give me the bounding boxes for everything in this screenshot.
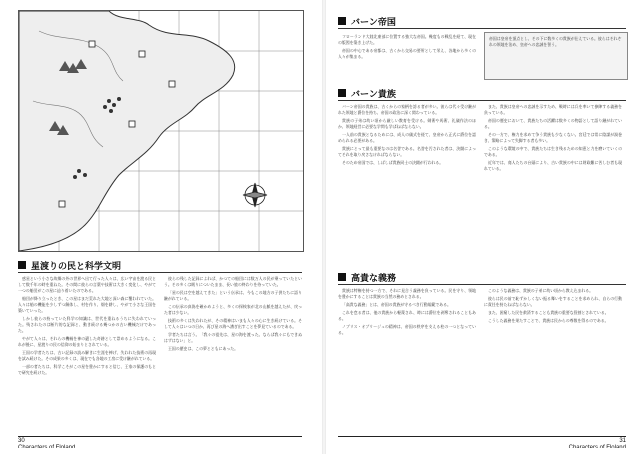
- paragraph: また、貴族は皇帝への忠誠を示すため、戦時には兵を率いて参陣する義務を負っている。: [484, 104, 622, 115]
- paragraph: 彼らの残した記録によれば、かつての船団には数万人の民が乗っていたという。その多くは眠りについたまま、長い旅の終わりを待っていた。: [164, 276, 302, 287]
- paragraph: これを怠る者は、他の貴族から軽蔑され、時には爵位を剥奪されることもある。: [338, 310, 476, 321]
- paragraph: この伝承の真偽を確かめようと、多くの探検家が北の山脈を越えたが、戻った者は少ない。: [164, 304, 302, 315]
- left-column-2: [164, 276, 302, 436]
- left-page: [8, 4, 314, 448]
- paragraph: ノブリス・オブリージュの精神は、帝国の秩序を支える柱の一つとなっている。: [338, 324, 476, 335]
- left-column-1: [18, 276, 156, 436]
- paragraph: また、困窮した民を救済することも貴族の重要な役割とされている。: [488, 310, 609, 315]
- map-illustration: [19, 11, 303, 251]
- page-footer: [18, 438, 75, 448]
- section-title: 高貴な義務: [351, 273, 397, 284]
- page-footer: [569, 438, 626, 448]
- section-header-star-people: [18, 258, 302, 272]
- right-page: [334, 4, 632, 448]
- section-title: 星渡りの民と科学文明: [31, 261, 122, 272]
- paragraph: その一方で、権力を求めて争う貴族も少なくない。宮廷では常に陰謀が渦巻き、策略によって失脚する者も多い。: [484, 132, 622, 143]
- section-header-duty: [338, 270, 626, 284]
- paragraph: 「星の民は空を越えてきた」という伝承は、今もこの地方の子供たちに語り継がれている。: [164, 290, 302, 301]
- section-header-nobility: [338, 86, 626, 100]
- section-header-empire: [338, 14, 626, 28]
- paragraph: 帝国の中心である帝都は、古くから交易の要所として栄え、各地から多くの人々が集まる。: [338, 48, 476, 59]
- paragraph: 「高貴な義務」とは、帝国の貴族が守るべき行動規範である。: [342, 302, 451, 307]
- paragraph: やがて人々は、それらの機械を神の遺した奇跡として崇めるようになる。これが後に、星渡りの民の信仰の始まりとされている。: [18, 336, 156, 347]
- page-number: 31: [619, 438, 626, 444]
- section-marker: [338, 17, 346, 25]
- paragraph: 学者たちは言う。「我々の祖先は、星の海を渡った。ならば我々にもできぬはずはない」と。: [164, 332, 302, 343]
- paragraph: フローランド大陸北東部に位置する強大な帝国。幾度もの戦乱を経て、現在の版図を築き上げた。: [338, 34, 476, 45]
- nobility-column-1: [338, 104, 476, 264]
- paragraph: そのため帝国では、しばしば貴族同士の決闘が行われる。: [342, 160, 444, 165]
- paragraph: バーン帝国の貴族は、古くからの家柄を誇る者が多い。彼らは代々受け継がれた領地と爵位を持ち、帝国の政治に深く関わっている。: [338, 104, 476, 115]
- nobility-column-2: [484, 104, 622, 264]
- paragraph: 貴族の子弟は幼い頃から厳しい教育を受ける。剣術や馬術、礼儀作法のほか、領地経営に必要な学問も学ばねばならない。: [338, 118, 476, 129]
- section-marker: [338, 273, 346, 281]
- paragraph: 一部の者たちは、科学こそがこの星を豊かにすると信じ、王家の保護のもとで研究を続けた。: [18, 364, 156, 375]
- book-title: Characters of Floland: [18, 445, 76, 448]
- section-marker: [338, 89, 346, 97]
- empire-note-box: [484, 32, 628, 80]
- page-number: 30: [18, 438, 25, 444]
- footer-rule: [338, 436, 626, 437]
- paragraph: このような環境の中で、貴族たちは生き残るための知恵と力を磨いていくのである。: [484, 146, 622, 157]
- page-gutter: [322, 0, 326, 454]
- section-rule: [338, 100, 626, 101]
- section-title: バーン帝国: [351, 17, 396, 28]
- paragraph: こうした義務を果たすことで、貴族は民からの尊敬を得るのである。: [488, 318, 609, 323]
- duty-column-1: [338, 288, 476, 434]
- paragraph: 王国の歴史は、この夢とともにあった。: [168, 346, 238, 351]
- paragraph: 近年では、商人たちの台頭により、古い貴族の中には財政難に苦しむ者も現れている。: [484, 160, 622, 171]
- paragraph: 惑星という小さな故郷の外の世界へ出て行った人々は、広い宇宙を渡る民として数千年の時を重ねた。その間に彼らの言葉や技術は大きく変化し、やがて一つの船団がこの星に辿り着いたのである。: [18, 276, 156, 293]
- book-title: Characters of Floland: [568, 445, 626, 448]
- paragraph: 船団が降り立ったとき、この星はまだ荒れた大地と深い森に覆われていた。人々は船の機能を少しずつ解体し、村を作り、畑を耕し、やがて小さな王国を築いていった。: [18, 296, 156, 313]
- paragraph: 貴族にとって最も重要なのは名誉である。名誉を汚された者は、決闘によってそれを取り戻さなければならない。: [338, 146, 476, 157]
- paragraph: 一人前の貴族となるためには、成人の儀式を経て、皇帝から正式に爵位を認められる必要がある。: [338, 132, 476, 143]
- section-marker: [18, 261, 26, 269]
- paragraph: 貴族は特権を持つ一方で、それに見合う義務を負っている。民を守り、領地を豊かにすることは貴族の当然の務めとされる。: [338, 288, 476, 299]
- duty-column-2: [484, 288, 622, 434]
- paragraph: このような義務は、貴族の子弟に幼い頃から教え込まれる。: [488, 288, 594, 293]
- paragraph: 彼らは民の前で恥ずかしくない振る舞いをすることを求められ、自らの行動に責任を持たねばならない。: [484, 296, 622, 307]
- paragraph: 帝国の歴史において、貴族たちの活躍は数多くの物語として語り継がれている。: [484, 118, 622, 129]
- paragraph: しかし彼らの持っていた科学の知識は、世代を重ねるうちに失われていった。残されたのは断片的な記録と、動き続ける幾つかの古い機械だけであった。: [18, 316, 156, 333]
- section-rule: [18, 272, 302, 273]
- empire-column-1: [338, 34, 476, 80]
- note-text: 帝国は皇帝を頂点とし、その下に数多くの貴族が仕えている。彼らはそれぞれの領地を治め、皇帝への忠誠を誓う。: [489, 36, 622, 47]
- section-rule: [338, 284, 626, 285]
- footer-rule: [18, 436, 302, 437]
- paragraph: 王国の学者たちは、古い記録の読み解きに生涯を捧げ、失われた技術の再現を試み続けた。その成果の多くは、現在でも各地の工房に受け継がれている。: [18, 350, 156, 361]
- section-title: バーン貴族: [351, 89, 396, 100]
- section-rule: [338, 28, 626, 29]
- paragraph: 技術の多くは失われたが、その精神はいまも人々の心に生き続けている。そして人々はいつの日か、再び星の海へ漕ぎ出すことを夢見ているのである。: [164, 318, 302, 329]
- region-map: [18, 10, 304, 252]
